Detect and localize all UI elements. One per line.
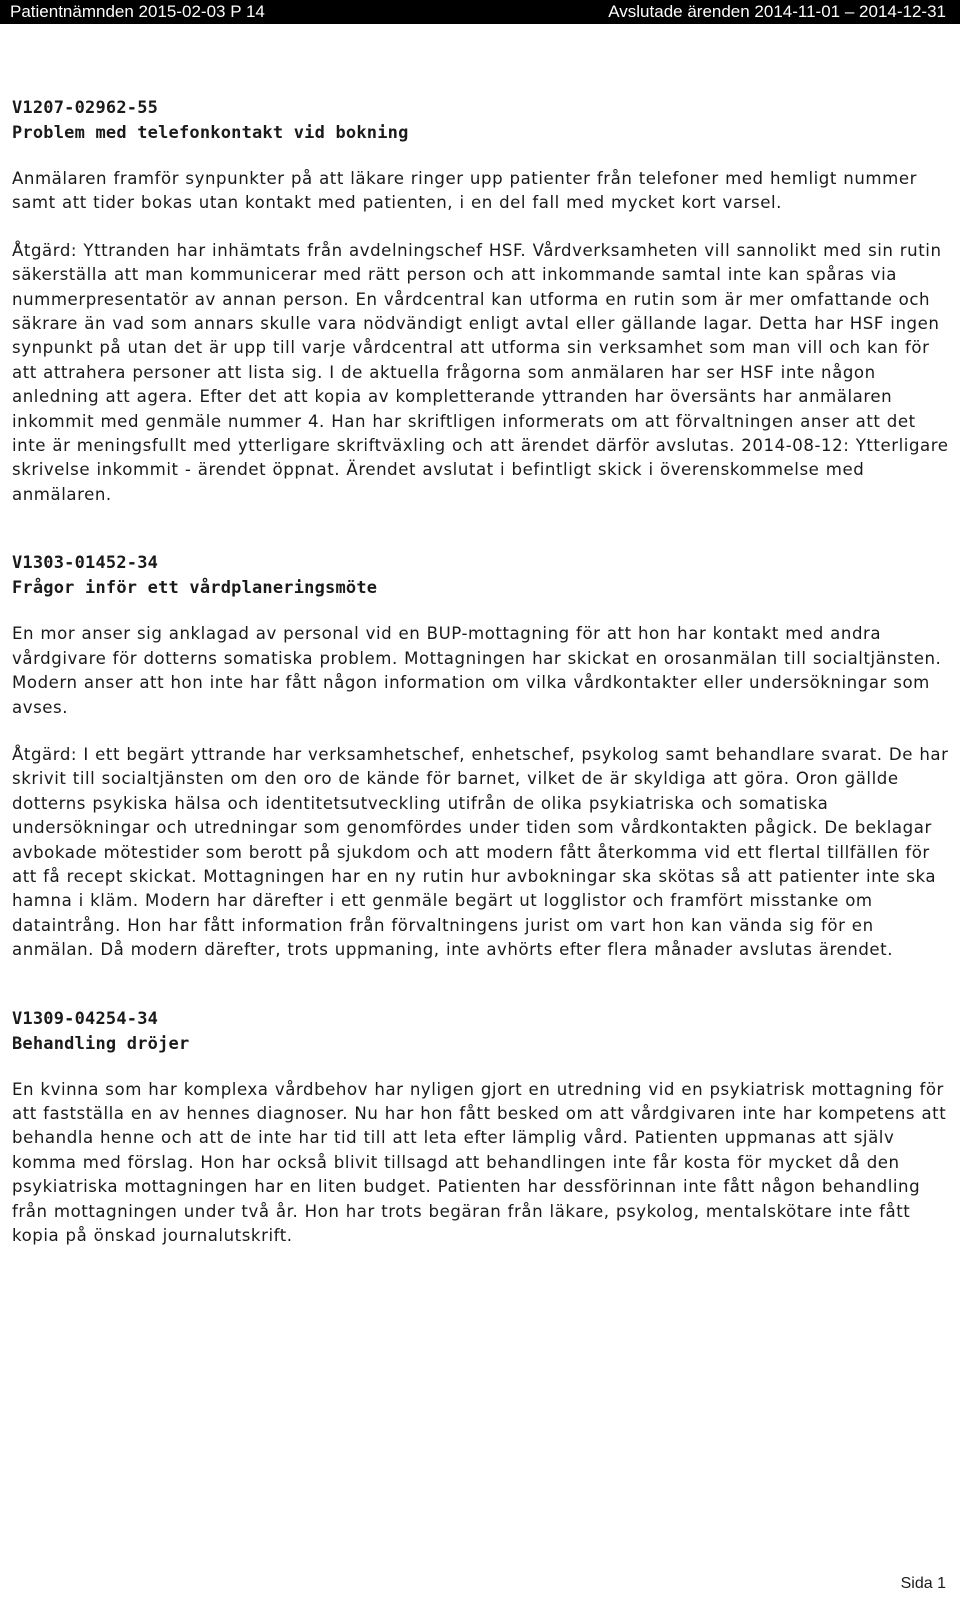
case-id: V1303-01452-34 — [12, 553, 159, 574]
header-meeting-reference: Patientnämnden 2015-02-03 P 14 — [10, 2, 265, 21]
case-id: V1207-02962-55 — [12, 98, 159, 118]
case-description: En kvinna som har komplexa vårdbehov har nyligen gjort en utredning vid en psykiatrisk mottagning för att fastställa en av hennes diagnoser. Nu har hon fått besked om att vårdgivaren inte har kompetens att behandla henne och att de inte har tid till att leta efter lämplig vård. Patienten uppmanas att själv komma med förslag. Hon har också blivit tillsagd att behandlingen inte får kosta för mycket då den psykiatriska mottagningen har en liten budget. Patienten har dessförinnan inte fått någon behandling från mottagningen under två år. Hon har trots begäran från läkare, psykolog, mentalskötare inte fått kopia på önskad journalutskrift. — [12, 1079, 947, 1245]
case-entry — [12, 96, 952, 507]
case-entry — [12, 1007, 952, 1249]
case-title: Problem med telefonkontakt vid bokning — [12, 123, 409, 143]
case-description: Anmälaren framför synpunkter på att läkare ringer upp patienter från telefoner med hemligt nummer samt att tider bokas utan kontakt med patienten, i en del fall med mycket kort varsel. — [12, 169, 917, 213]
header-report-period: Avslutade ärenden 2014-11-01 – 2014-12-31 — [608, 2, 946, 21]
case-action: Åtgärd: I ett begärt yttrande har verksamhetschef, enhetschef, psykolog samt behandlare svarat. De har skrivit till socialtjänsten om den oro de kände för barnet, vilket de är skyldiga att göra. Oron gällde dotterns psykiska hälsa och identitetsutveckling utifrån de olika psykiatriska och somatiska undersökningar och utredningar som genomfördes under tiden som vårdkontakten pågick. De beklagar avbokade mötestider som berott på sjukdom och att modern fått återkomma vid ett flertal tillfällen för att få recept skickat. Mottagningen har en ny rutin hur avbokningar ska skötas så att patienter inte ska hamna i kläm. Modern har därefter i ett genmäle begärt ut logglistor och framfört misstanke om dataintrång. Hon har fått information från förvaltningens jurist om vart hon kan vända sig för en anmälan. Då modern därefter, trots uppmaning, inte avhörts efter flera månader avslutas ärendet. — [12, 744, 949, 960]
case-action: Åtgärd: Yttranden har inhämtats från avdelningschef HSF. Vårdverksamheten vill sannolikt med sin rutin säkerställa att man kommunicerar med rätt person och att inkommande samtal inte kan spåras via nummerpresentatör av annan person. En vårdcentral kan utforma en rutin som är mer omfattande och säkrare än vad som annars skulle vara nödvändigt enligt avtal eller gällande lagar. Detta har HSF ingen synpunkt på utan det är upp till varje vårdcentral att utforma sin verksamhet som man vill och kan för att attrahera personer att lista sig. I de aktuella frågorna som anmälaren har ser HSF inte någon anledning att agera. Efter det att kopia av kompletterande yttranden har översänts har anmälaren inkommit med genmäle nummer 4. Han har skriftligen informerats om att förvaltningen anser att det inte är meningsfullt med ytterligare skriftväxling och att ärendet därför avslutas. 2014-08-12: Ytterligare skrivelse inkommit - ärendet öppnat. Ärendet avslutat i befintligt skick i överenskommelse med anmälaren. — [12, 240, 949, 504]
page-number: Sida 1 — [900, 1575, 946, 1592]
page-header — [0, 0, 960, 24]
case-entry — [12, 551, 952, 962]
case-description: En mor anser sig anklagad av personal vid en BUP-mottagning för att hon har kontakt med andra vårdgivare för dotterns somatiska problem. Mottagningen har skickat en orosanmälan till socialtjänsten. Modern anser att hon inte har fått någon information om vilka vårdkontakter eller undersökningar som avses. — [12, 624, 942, 717]
case-title: Frågor inför ett vårdplaneringsmöte — [12, 578, 378, 599]
case-title: Behandling dröjer — [12, 1033, 190, 1054]
case-id: V1309-04254-34 — [12, 1008, 159, 1029]
document-body — [12, 96, 952, 1248]
